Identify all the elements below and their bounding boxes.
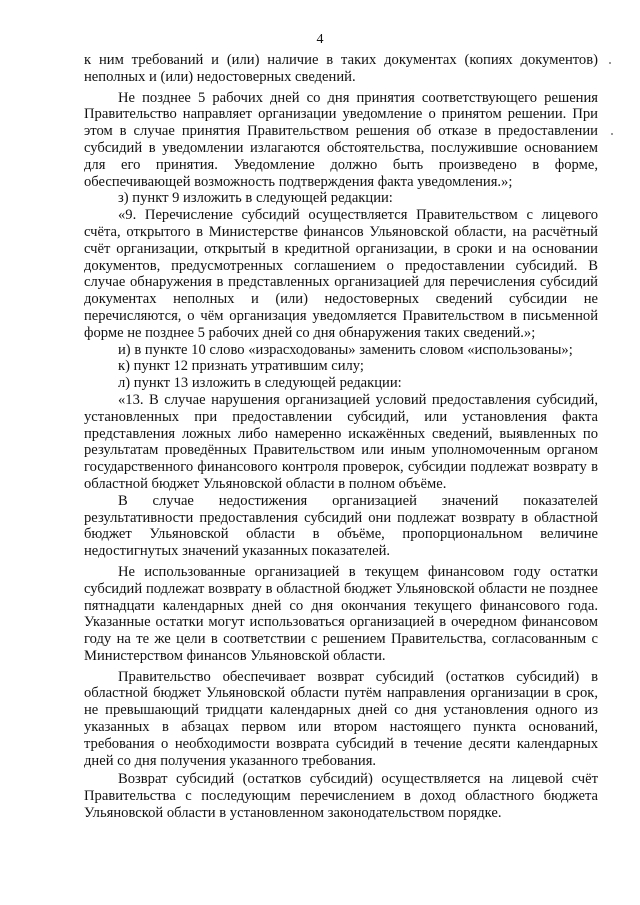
paragraph: Не использованные организацией в текущем финансовом году остатки субсидий подлежат возврату в областной бюджет Ульяновской области не позднее пятнадцати календарных дней со дня окончания текущего финансового года. Указанные остатки могут использоваться организацией в очередном финансовом году на те же цели в соответствии с решением Правительства, согласованным с Министерством финансов Ульяновской области.: [84, 563, 598, 664]
paragraph: В случае недостижения организацией значений показателей результативности предоставления субсидий они подлежат возврату в областной бюджет Ульяновской области в объёме, пропорциональном величине недостигнутых значений указанных показателей.: [84, 492, 598, 560]
paragraph: к ним требований и (или) наличие в таких документах (копиях документов) неполных и (или) недостоверных сведений.: [84, 52, 598, 85]
paragraph: и) в пункте 10 слово «израсходованы» заменить словом «использованы»;: [118, 341, 573, 358]
paragraph: «13. В случае нарушения организацией условий предоставления субсидий, установленных при предоставлении субсидий, или установления факта представления ложных либо намеренно искажённых сведений, выявленных по результатам проведённых Правительством или иным уполномоченным органом государственного финансового контроля проверок, субсидии подлежат возврату в областной бюджет Ульяновской области в полном объёме.: [84, 391, 598, 492]
paragraph: «9. Перечисление субсидий осуществляется Правительством с лицевого счёта, открытого в Министерстве финансов Ульяновской области, на расчётный счёт организации, открытый в кредитной организации, в сроки и на основании документов, предусмотренных соглашением о предоставлении субсидий. В случае обнаружения в представленных организацией для перечисления субсидий документах неполных и (или) недостоверных сведений субсидии не перечисляются, о чём организация уведомляется Правительством в письменной форме не позднее 5 рабочих дней со дня обнаружения таких сведений.»;: [84, 207, 598, 341]
paragraph: з) пункт 9 изложить в следующей редакции:: [118, 190, 393, 207]
paragraph: к) пункт 12 признать утратившим силу;: [118, 358, 364, 375]
paragraph: л) пункт 13 изложить в следующей редакции:: [118, 375, 402, 392]
scan-speck: [611, 133, 613, 135]
scan-speck: [609, 62, 611, 64]
paragraph: Правительство обеспечивает возврат субсидий (остатков субсидий) в областной бюджет Ульяновской области путём направления организации в срок, не превышающий тридцати календарных дней со дня установления одного из указанных в абзацах первом или втором настоящего пункта оснований, требования о необходимости возврата субсидий в течение десяти календарных дней со дня получения указанного требования.: [84, 668, 598, 769]
paragraph: Не позднее 5 рабочих дней со дня принятия соответствующего решения Правительство направляет организации уведомление о принятом решении. При этом в случае принятия Правительством решения об отказе в предоставлении субсидий в уведомлении излагаются обстоятельства, послужившие основанием для его принятия. Уведомление должно быть произведено в форме, обеспечивающей возможность подтверждения факта уведомления.»;: [84, 89, 598, 190]
page-number: 4: [316, 32, 324, 47]
paragraph: Возврат субсидий (остатков субсидий) осуществляется на лицевой счёт Правительства с последующим перечислением в доход областного бюджета Ульяновской области в установленном законодательством порядке.: [84, 771, 598, 822]
document-body: [84, 52, 598, 822]
